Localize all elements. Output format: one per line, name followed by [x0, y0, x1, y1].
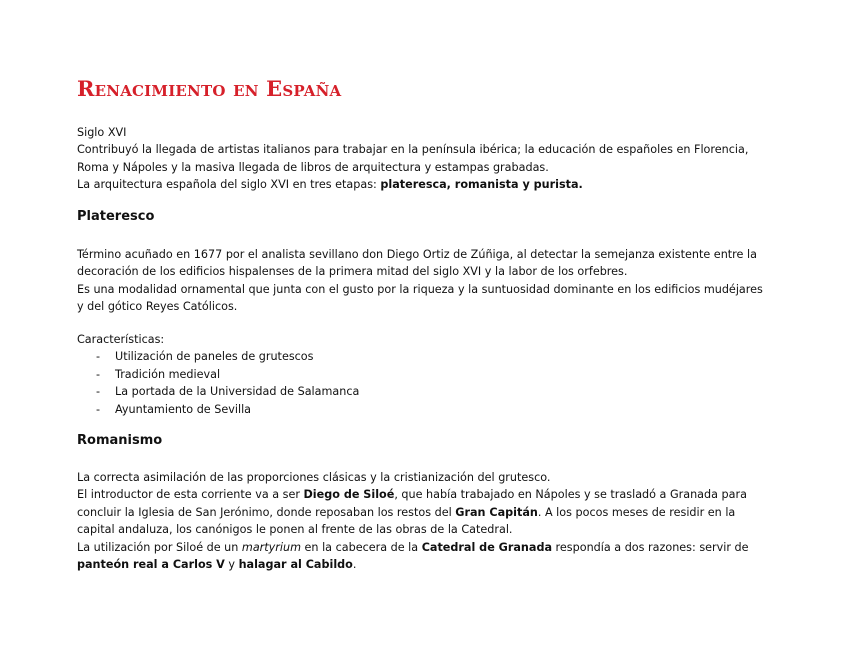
romanismo-section [77, 469, 767, 573]
plateresco-paragraph-1: Término acuñado en 1677 por el analista sevillano don Diego Ortiz de Zúñiga, al detectar la semejanza existente entre la decoración de los edificios hispalenses de la primera mitad del siglo XVI y la labor de los orfebres. [77, 248, 757, 279]
list-item [77, 348, 767, 365]
text-run: respondía a dos razones: servir de [552, 540, 749, 554]
text-run: , que había trabajado en Nápoles y se trasladó a Granada para concluir la Iglesia de San Jerónimo, donde reposaban los restos del [77, 488, 747, 519]
bullet-dash: - [96, 350, 101, 364]
heading-plateresco: Plateresco [77, 209, 155, 224]
list-item-text: Ayuntamiento de Sevilla [115, 402, 252, 416]
page-title: Renacimiento en España [77, 76, 342, 101]
intro-stages [77, 176, 767, 193]
text-run: . A los pocos meses de residir en la capital andaluza, los canónigos le ponen al frente de las obras de la Catedral. [77, 505, 736, 537]
list-item-text: La portada de la Universidad de Salamanca [115, 385, 360, 399]
intro-paragraph: Contribuyó la llegada de artistas italianos para trabajar en la península ibérica; la educación de españoles en Florencia, Roma y Nápoles y la masiva llegada de libros de arquitectura y estampas grabadas. [77, 143, 749, 174]
bullet-dash: - [96, 367, 101, 381]
intro-century: Siglo XVI [77, 126, 127, 139]
list-item-text: Utilización de paneles de grutescos [115, 350, 314, 364]
bold-gran-capitan: Gran Capitán [455, 505, 538, 519]
text-run: en la cabecera de la [300, 540, 422, 554]
characteristics-list [77, 348, 767, 418]
plateresco-paragraph-2: Es una modalidad ornamental que junta con el gusto por la riqueza y la suntuosidad dominante en los edificios mudéjares y del gótico Reyes Católicos. [77, 282, 763, 314]
text-run: . [352, 558, 357, 572]
romanismo-paragraph-2 [77, 486, 767, 538]
bold-halagar-al-cabildo: halagar al Cabildo [238, 558, 353, 572]
intro-stages-text: La arquitectura española del siglo XVI en tres etapas: [77, 178, 381, 192]
text-run: La utilización por Siloé de un [77, 540, 242, 554]
list-item [77, 401, 767, 418]
plateresco-features [77, 331, 767, 418]
bold-diego-de-siloe: Diego de Siloé [303, 488, 395, 502]
heading-romanismo: Romanismo [77, 433, 163, 448]
romanismo-paragraph-1: La correcta asimilación de las proporciones clásicas y la cristianización del grutesco. [77, 471, 551, 484]
list-item [77, 366, 767, 383]
bold-panteon-real: panteón real a Carlos V [77, 558, 225, 572]
characteristics-label: Características: [77, 333, 165, 346]
text-run: El introductor de esta corriente va a ser [77, 488, 304, 502]
italic-martyrium: martyrium [241, 540, 301, 554]
intro-stages-bold: plateresca, romanista y purista. [380, 178, 583, 192]
romanismo-paragraph-3 [77, 539, 767, 574]
bullet-dash: - [96, 385, 101, 399]
list-item [77, 383, 767, 400]
text-run: y [224, 558, 239, 572]
intro-section [77, 124, 767, 194]
list-item-text: Tradición medieval [115, 367, 221, 381]
bullet-dash: - [96, 402, 101, 416]
plateresco-section [77, 246, 767, 316]
bold-catedral-de-granada: Catedral de Granada [421, 540, 552, 554]
